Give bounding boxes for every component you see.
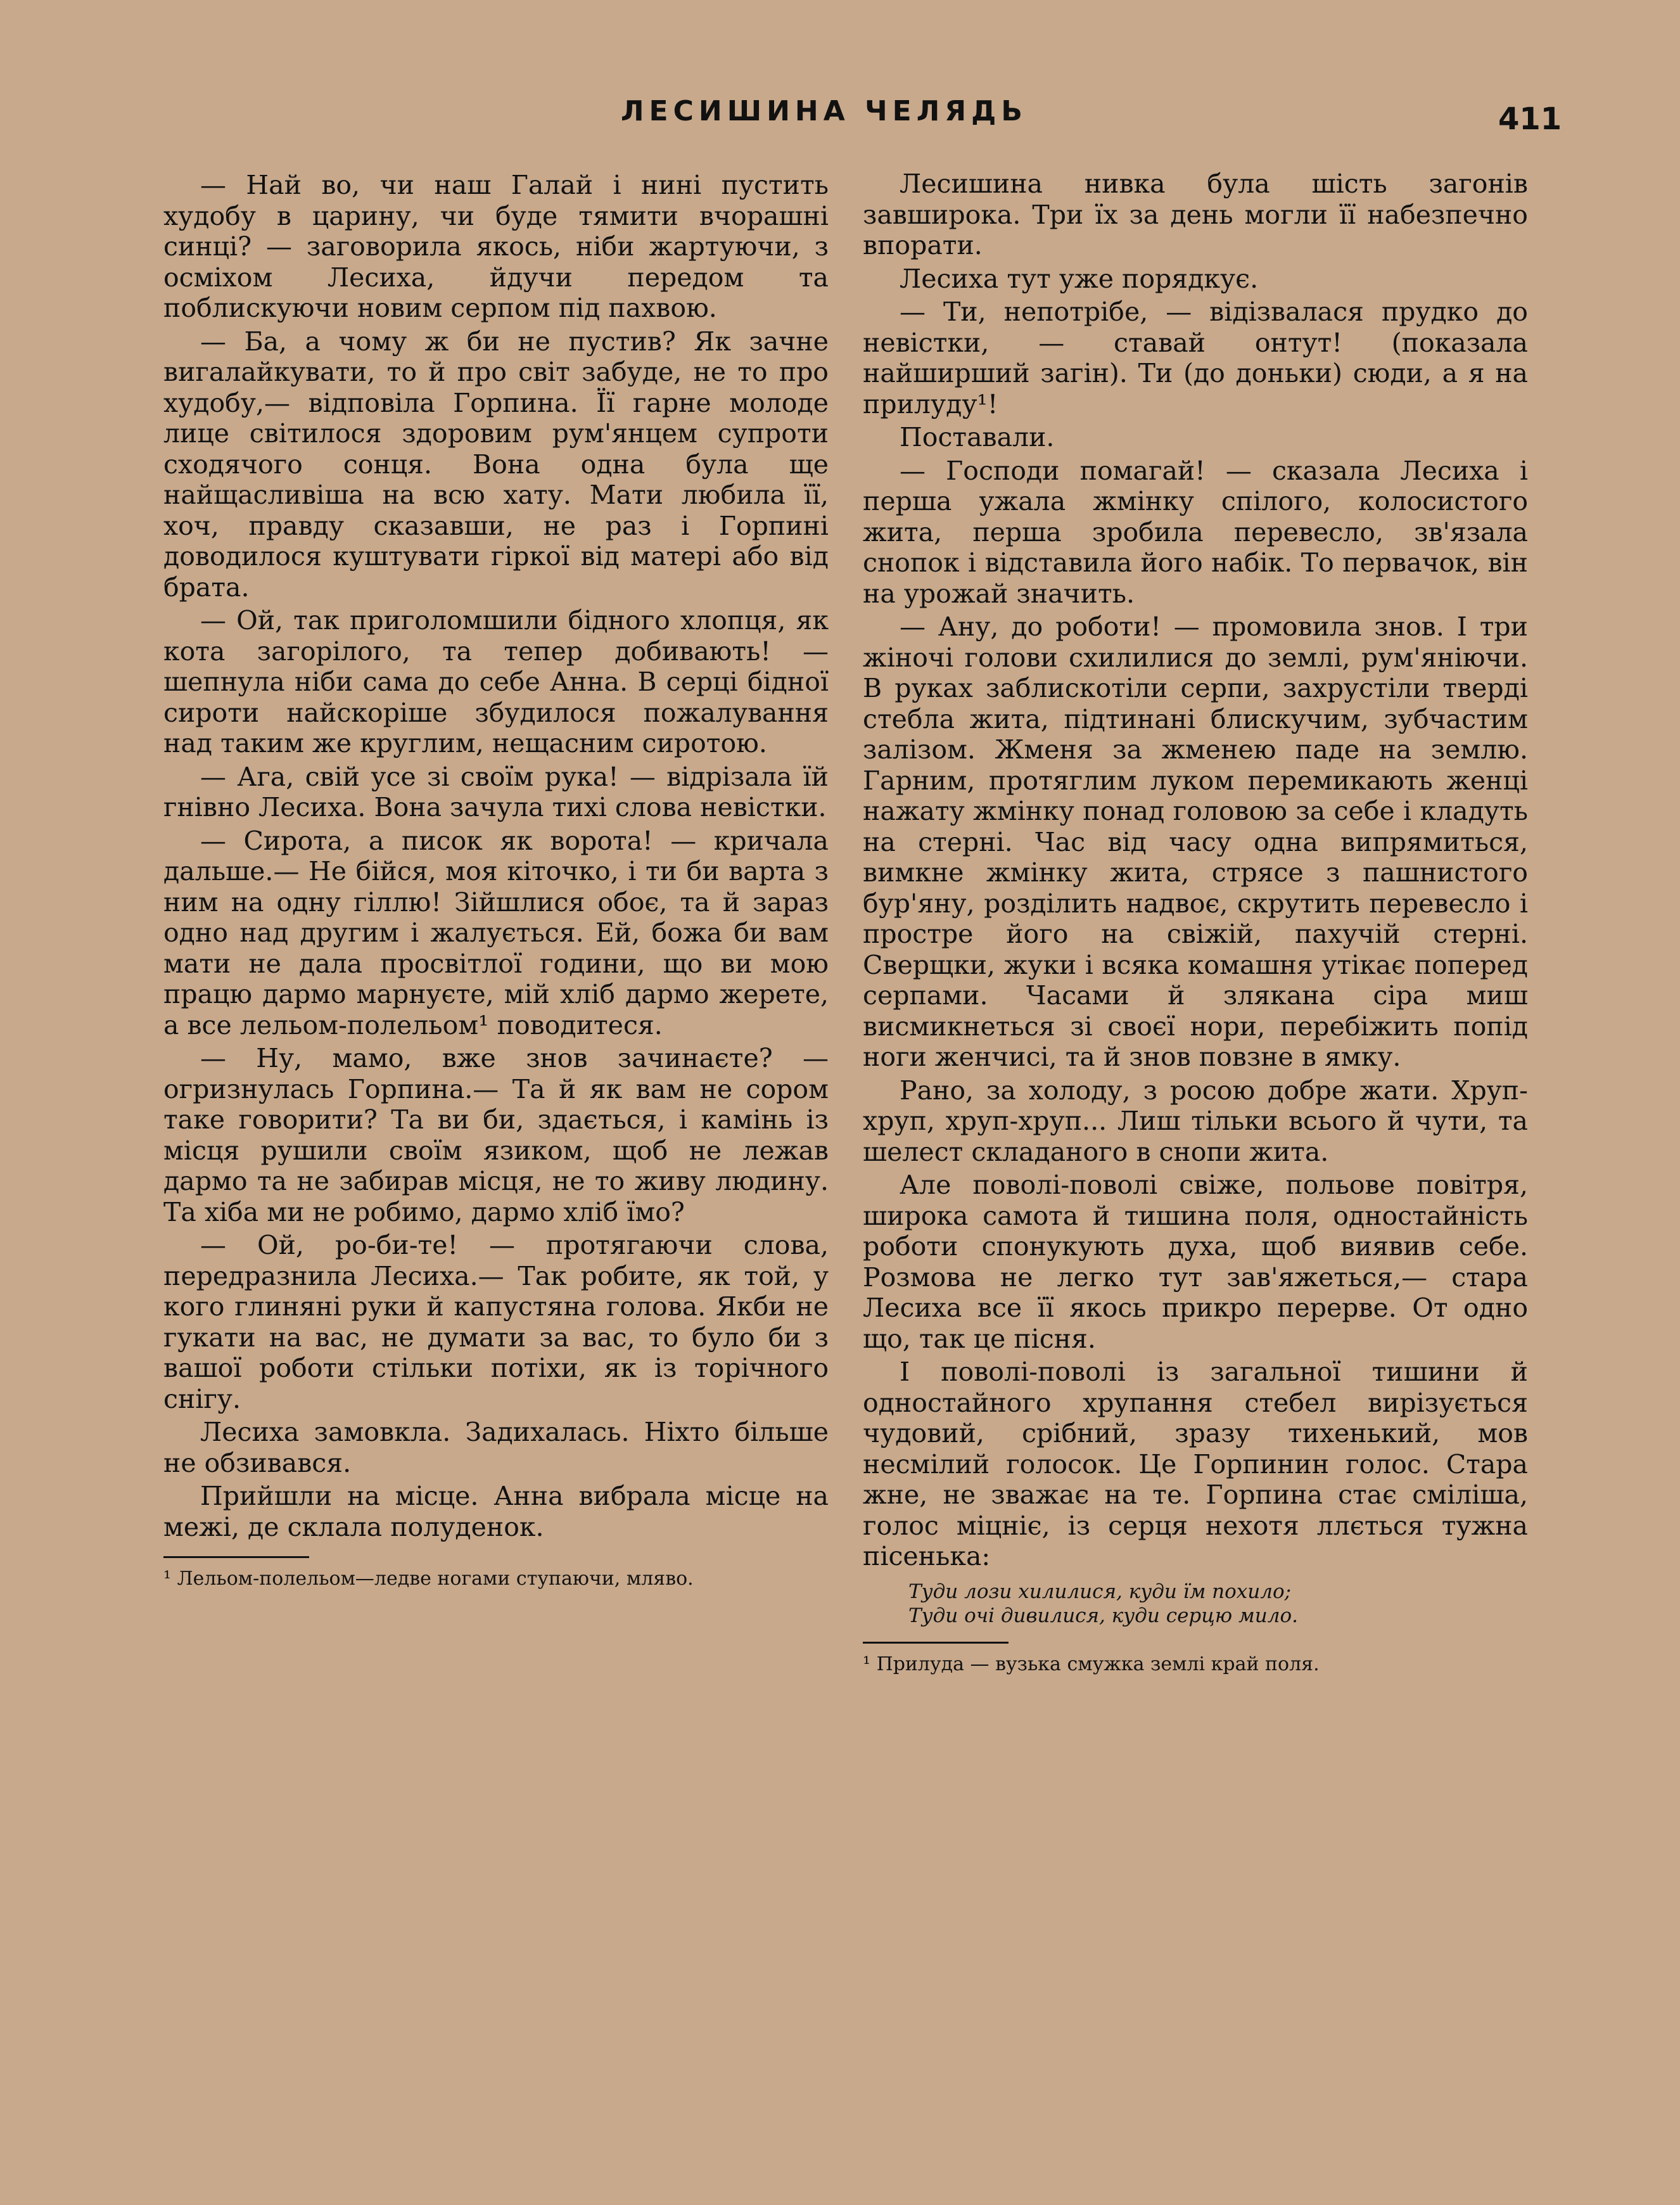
paragraph: — Най во, чи наш Галай і нині пустить худобу в царину, чи буде тямити вчорашні синці? — заговорила якось, ніби жартуючи, з осміхом Лесиха, йдучи передом та поблискуючи новим серпом під пахвою. — [163, 170, 829, 323]
poem — [908, 1580, 1528, 1628]
paragraph: Лесиха тут уже порядкує. — [900, 263, 1259, 294]
paragraph: — Ага, свій усе зі своїм рука! — відрізала їй гнівно Лесиха. Вона зачула тихі слова невістки. — [163, 761, 829, 822]
paragraph: Рано, за холоду, з росою добре жати. Хруп-хруп, хруп-хруп... Лиш тільки всього й чути, та шелест складаного в снопи жита. — [863, 1075, 1528, 1167]
right-column — [863, 169, 1528, 1675]
footnote: ¹ Прилуда — вузька смужка землі край поля. — [863, 1652, 1320, 1675]
paragraph: — Ба, а чому ж би не пустив? Як зачне вигалайкувати, то й про світ забуде, не то про худобу,— відповіла Горпина. Її гарне молоде лице світилося здоровим рум'янцем супроти сходячого сонця. Вона одна була ще найщасливіша на всю хату. Мати любила її, хоч, правду сказавши, не раз і Горпині доводилося куштувати гіркої від матері або від брата. — [163, 326, 829, 603]
paragraph: І поволі-поволі із загальної тишини й одностайного хрупання стебел вирізується чудовий, срібний, зразу тихенький, мов несмілий голосок. Це Горпинин голос. Стара жне, не зважає на те. Горпина стає сміліша, голос міцніє, із серця нехотя ллється тужна пісенька: — [863, 1357, 1528, 1571]
left-column — [163, 170, 829, 1590]
poem-line: Туди лози хилилися, куди їм похило; — [908, 1580, 1292, 1603]
page-number: 411 — [1498, 101, 1562, 137]
running-title: ЛЕСИШИНА ЧЕЛЯДЬ — [621, 95, 1028, 127]
paragraph: Лесиха замовкла. Задихалась. Ніхто більше не обзивався. — [163, 1417, 829, 1478]
paragraph: — Господи помагай! — сказала Лесиха і перша ужала жмінку спілого, колосистого жита, перша зробила перевесло, зв'язала снопок і відставила його набік. То первачок, він на урожай значить. — [863, 455, 1528, 609]
footnote-rule — [163, 1556, 309, 1558]
paragraph: — Ти, непотрібе, — відізвалася прудко до невістки, — ставай онтут! (показала найширший загін). Ти (до доньки) сюди, а я на прилуду¹! — [863, 297, 1528, 419]
paragraph: Лесишина нивка була шість загонів завширока. Три їх за день могли її набезпечно впорати. — [863, 169, 1528, 260]
footnote: ¹ Лельом-полельом—ледве ногами ступаючи, мляво. — [163, 1568, 694, 1590]
paragraph: — Сирота, а писок як ворота! — кричала дальше.— Не бійся, моя кіточко, і ти би варта з ним на одну гіллю! Зійшлися обоє, та й зараз одно над другим і жалується. Ей, божа би вам мати не дала просвітлої години, що ви мою працю дармо марнуєте, мій хліб дармо жерете, а все лельом-полельом¹ поводитеся. — [163, 825, 829, 1040]
footnote-rule — [863, 1642, 1009, 1644]
paragraph: Прийшли на місце. Анна вибрала місце на межі, де склала полуденок. — [163, 1481, 829, 1542]
paragraph: Поставали. — [900, 422, 1055, 452]
paragraph: Але поволі-поволі свіже, польове повітря, широка самота й тишина поля, одностайність роботи спонукують духа, щоб виявив себе. Розмова не легко тут зав'яжеться,— стара Лесиха все її якось прикро перерве. От одно що, так це пісня. — [863, 1170, 1528, 1354]
poem-line: Туди очі дивилися, куди серцю мило. — [908, 1604, 1298, 1627]
paragraph: — Ой, так приголомшили бідного хлопця, як кота загорілого, та тепер добивають! — шепнула ніби сама до себе Анна. В серці бідної сироти найскоріше збудилося пожалування над таким же круглим, нещасним сиротою. — [163, 605, 829, 758]
paragraph: — Ану, до роботи! — промовила знов. І три жіночі голови схилилися до землі, рум'яніючи. В руках заблискотіли серпи, захрустіли тверді стебла жита, підтинані блискучим, зубчастим залізом. Жменя за жменею паде на землю. Гарним, протяглим луком перемикають женці нажату жмінку понад головою за себе і кладуть на стерні. Час від часу одна випрямиться, вимкне жмінку жита, стрясе з пашнистого бур'яну, розділить надвоє, скрутить перевесло і простре його на свіжій, пахучій стерні. Сверщки, жуки і всяка комашня утікає поперед серпами. Часами й злякана сіра миш висмикнеться зі своєї нори, перебіжить попід ноги женчисі, та й знов повзне в ямку. — [863, 611, 1528, 1072]
paragraph: — Ну, мамо, вже знов зачинаєте? — огризнулась Горпина.— Та й як вам не сором таке говорити? Та ви би, здається, і камінь із місця рушили своїм язиком, щоб не лежав дармо та не забирав місця, не то живу людину. Та хіба ми не робимо, дармо хліб їмо? — [163, 1043, 829, 1227]
paragraph: — Ой, ро-би-те! — протягаючи слова, передразнила Лесиха.— Так робите, як той, у кого глиняні руки й капустяна голова. Якби не гукати на вас, не думати за вас, то було би з вашої роботи стільки потіхи, як із торічного снігу. — [163, 1230, 829, 1414]
